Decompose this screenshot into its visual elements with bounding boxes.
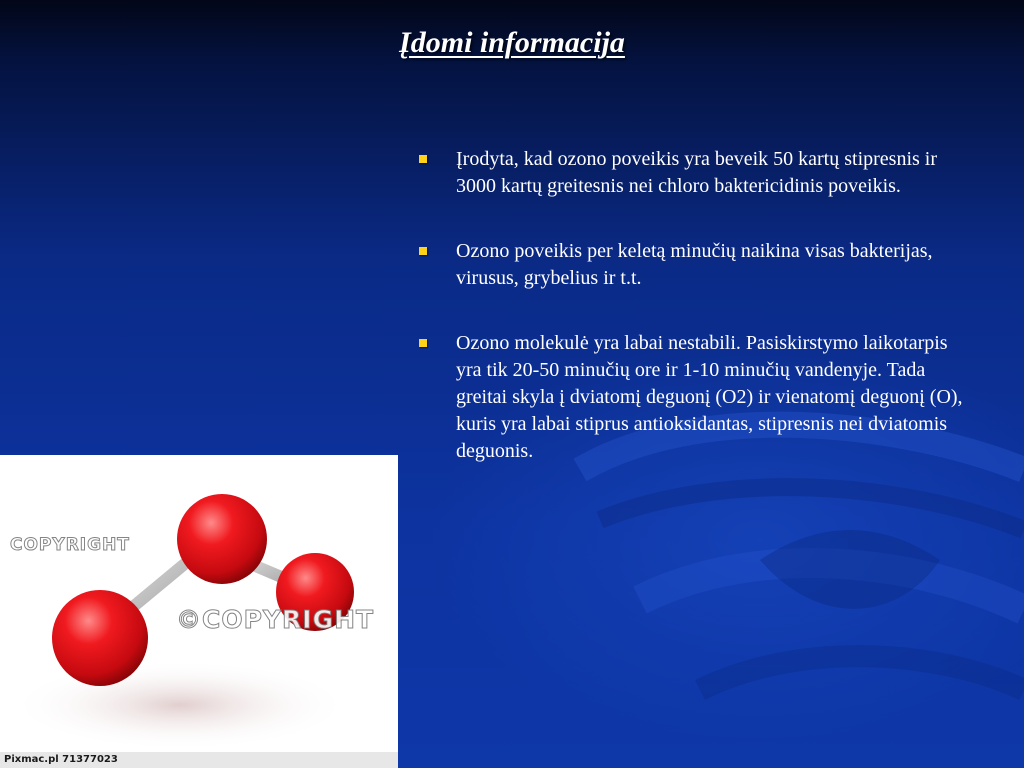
bullet-text: Ozono molekulė yra labai nestabili. Pasiskirstymo laikotarpis yra tik 20-50 minučių ore ir 1-10 minučių vandenyje. Tada greitai skyla į dviatomį deguonį (O2) ir vienatomį deguonį (O), kuris yra labai stiprus antioksidantas, stipresnis nei dviatomis deguonis. — [456, 332, 963, 462]
bullet-text: Ozono poveikis per keletą minučių naikina visas bakterijas, virusus, grybelius ir t.t. — [456, 240, 933, 289]
ozone-molecule-image — [0, 455, 398, 768]
square-bullet-icon — [419, 247, 427, 255]
bullet-item-2 — [416, 238, 976, 292]
copyright-watermark: COPYRIGHT — [10, 535, 130, 555]
square-bullet-icon — [419, 339, 427, 347]
square-bullet-icon — [419, 155, 427, 163]
image-credit: Pixmac.pl 71377023 — [0, 752, 398, 768]
slide-title: Įdomi informacija — [399, 26, 625, 59]
bullet-text: Įrodyta, kad ozono poveikis yra beveik 50 kartų stipresnis ir 3000 kartų greitesnis nei chloro baktericidinis poveikis. — [456, 148, 937, 197]
oxygen-atom-left — [52, 590, 148, 686]
bullet-item-3 — [416, 330, 976, 465]
bullet-list — [416, 146, 976, 503]
oxygen-atom-center — [177, 494, 267, 584]
bullet-item-1 — [416, 146, 976, 200]
copyright-watermark-large: ©COPYRIGHT — [176, 605, 375, 634]
